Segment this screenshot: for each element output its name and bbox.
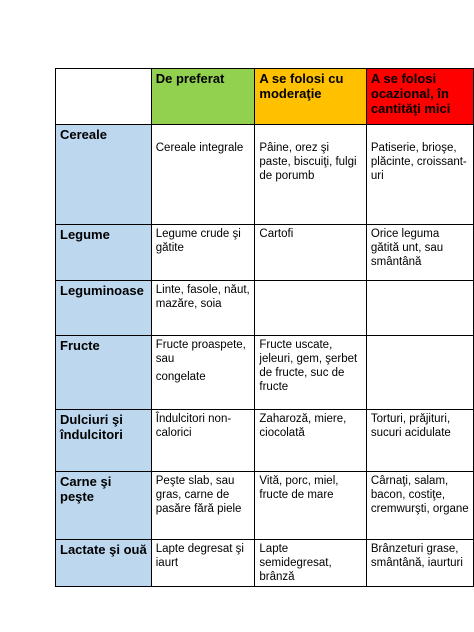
cell-lactate-preferred: Lapte degresat şi iaurt (151, 540, 255, 587)
cell-text: Fructe proaspete, sau (155, 339, 246, 365)
cell-text: Patiserie, brioşe, plăcinte, croissant-uri (370, 142, 467, 182)
column-header-moderate: A se folosi cu moderaţie (255, 69, 366, 125)
row-label-leguminoase: Leguminoase (56, 281, 152, 336)
row-label-legume: Legume (56, 225, 152, 281)
column-header-occasional (366, 69, 473, 125)
cell-lactate-occasional: Brânzeturi grase, smântână, iaurturi (366, 540, 473, 587)
cell-cereale-occasional (366, 125, 473, 225)
cell-fructe-preferred (151, 336, 255, 410)
cell-dulciuri-occasional: Torturi, prăjituri, sucuri acidulate (366, 410, 473, 472)
cell-cereale-moderate (255, 125, 366, 225)
header-row (56, 69, 474, 125)
table-row-lactate (56, 540, 474, 587)
row-label-carne: Carne şi peşte (56, 472, 152, 540)
table-row-leguminoase (56, 281, 474, 336)
cell-legume-preferred: Legume crude şi gătite (151, 225, 255, 281)
cell-legume-moderate: Cartofi (255, 225, 366, 281)
cell-lactate-moderate: Lapte semidegresat, brânză (255, 540, 366, 587)
table-row-dulciuri (56, 410, 474, 472)
column-header-occasional-text: A se folosi ocazional, în cantităţi mici (370, 71, 451, 116)
row-label-fructe: Fructe (56, 336, 152, 410)
table-row-cereale (56, 125, 474, 225)
cell-fructe-occasional (366, 336, 473, 410)
table-row-carne (56, 472, 474, 540)
cell-carne-preferred: Peşte slab, sau gras, carne de pasăre fără piele (151, 472, 255, 540)
cell-text: Pâine, orez şi paste, biscuiţi, fulgi de porumb (259, 142, 357, 182)
table-row-legume (56, 225, 474, 281)
cell-leguminoase-preferred: Linte, fasole, năut, mazăre, soia (151, 281, 255, 336)
row-label-dulciuri: Dulciuri şi îndulcitori (56, 410, 152, 472)
cell-leguminoase-occasional (366, 281, 473, 336)
cell-cereale-preferred (151, 125, 255, 225)
cell-text: Cereale integrale (155, 142, 244, 154)
cell-leguminoase-moderate (255, 281, 366, 336)
row-label-lactate: Lactate şi ouă (56, 540, 152, 587)
cell-fructe-moderate: Fructe uscate, jeleuri, gem, şerbet de fructe, suc de fructe (255, 336, 366, 410)
cell-dulciuri-moderate: Zaharoză, miere, ciocolată (255, 410, 366, 472)
food-guide-table (55, 68, 474, 587)
cell-carne-moderate: Vită, porc, miel, fructe de mare (255, 472, 366, 540)
cell-carne-occasional: Cârnaţi, salam, bacon, costiţe, cremwurşti, organe (366, 472, 473, 540)
cell-dulciuri-preferred: Îndulcitori non-calorici (151, 410, 255, 472)
cell-text: congelate (155, 371, 206, 383)
cell-legume-occasional: Orice leguma gătită unt, sau smântână (366, 225, 473, 281)
column-header-preferred: De preferat (151, 69, 255, 125)
corner-cell (56, 69, 152, 125)
table-row-fructe (56, 336, 474, 410)
row-label-cereale: Cereale (56, 125, 152, 225)
